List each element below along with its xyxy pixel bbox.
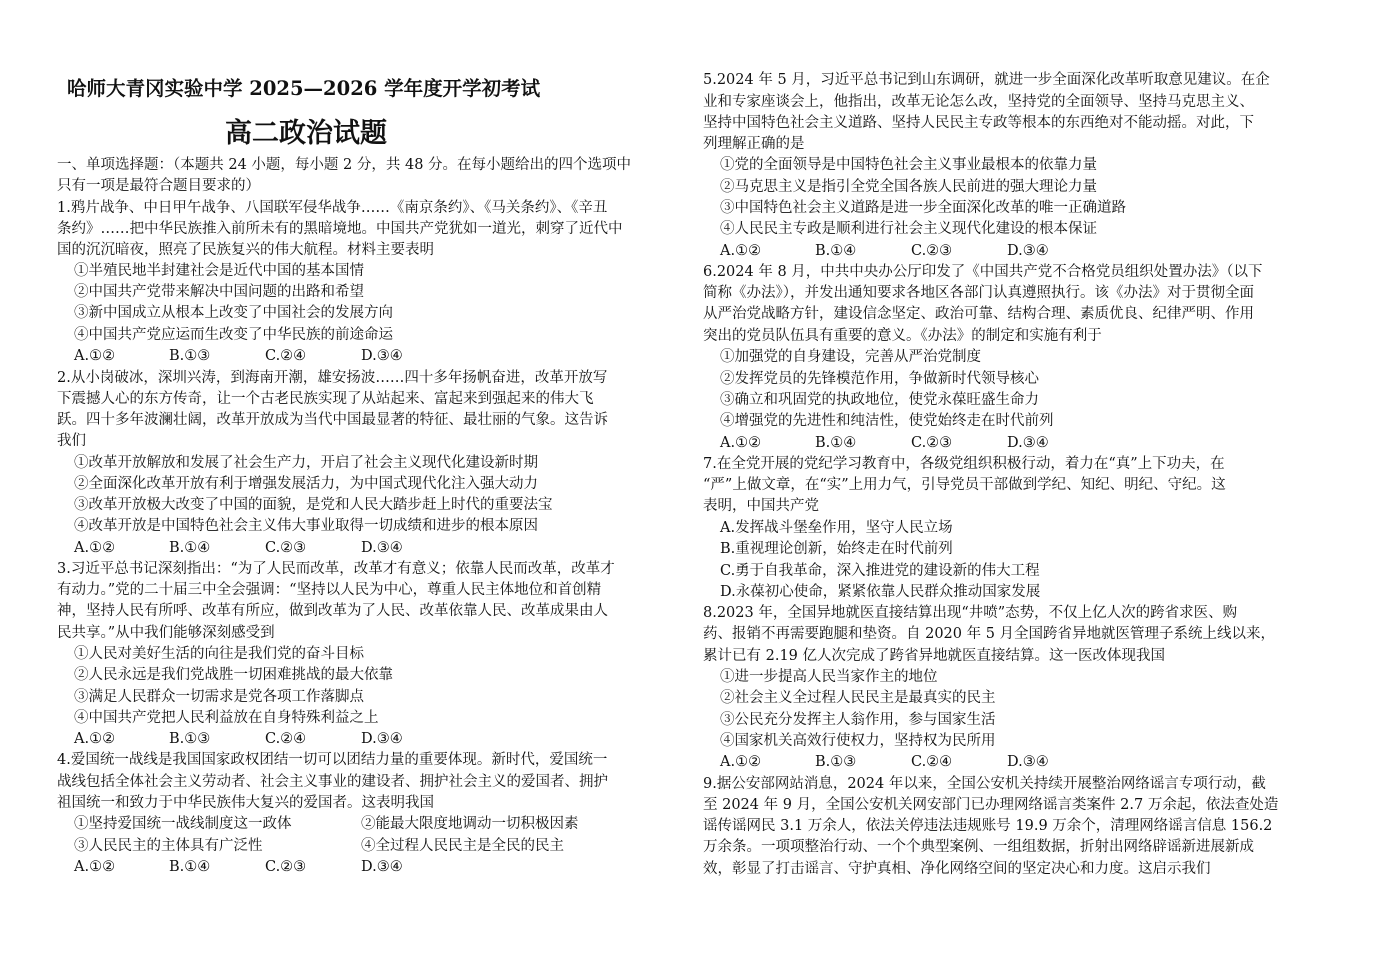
statement-3: ③人民民主的主体具有广泛性 [74,838,263,854]
statement-row [74,814,674,834]
answer-options [74,346,674,366]
question-stem-line: 坚持中国特色社会主义道路、坚持人民民主专政等根本的东西绝对不能动摇。对此，下 [703,115,1254,131]
question-stem-line: 民共享。”从中我们能够深刻感受到 [57,625,275,641]
question-stem-line: 国的沉沉暗夜，照亮了民族复兴的伟大航程。材料主要表明 [57,242,434,258]
question-stem-line: 跃。四十多年波澜壮阔，改革开放成为当代中国最显著的特征、最壮丽的气象。这告诉 [57,412,608,428]
question-stem-line: 业和专家座谈会上，他指出，改革无论怎么改，坚持党的全面领导、坚持马克思主义、 [703,94,1254,110]
option-a: A.发挥战斗堡垒作用，坚守人民立场 [720,520,953,536]
question-stem-line: 7.在全党开展的党纪学习教育中，各级党组织积极行动，着力在“真”上下功夫，在 [703,456,1225,472]
statement-2: ②中国共产党带来解决中国问题的出路和希望 [74,284,364,300]
statement-1: ①人民对美好生活的向往是我们党的奋斗目标 [74,646,364,662]
option-a: A.①② [74,731,116,747]
question-stem-line: 万余条。一项项整治行动、一个个典型案例、一组组数据，折射出网络辟谣新进展新成 [703,839,1254,855]
question-stem-line: 表明，中国共产党 [703,498,819,514]
option-b: B.重视理论创新，始终走在时代前列 [720,541,953,557]
exam-school-title: 哈师大青冈实验中学 2025—2026 学年度开学初考试 [67,77,541,100]
statement-4: ④中国共产党把人民利益放在自身特殊利益之上 [74,710,379,726]
statement-3: ③中国特色社会主义道路是进一步全面深化改革的唯一正确道路 [720,200,1126,216]
option-a: A.①② [720,754,762,770]
question-stem-line: “严”上做文章，在“实”上用力气，引导党员干部做到学纪、知纪、明纪、守纪。这 [703,477,1226,493]
statement-4: ④人民民主专政是顺利进行社会主义现代化建设的根本保证 [720,221,1097,237]
statement-3: ③新中国成立从根本上改变了中国社会的发展方向 [74,305,393,321]
option-d: D.③④ [361,859,403,875]
statement-1: ①进一步提高人民当家作主的地位 [720,669,938,685]
statement-4: ④改革开放是中国特色社会主义伟大事业取得一切成绩和进步的根本原因 [74,518,538,534]
option-d: D.③④ [361,731,403,747]
statement-3: ③公民充分发挥主人翁作用，参与国家生活 [720,712,996,728]
statement-3: ③满足人民群众一切需求是党各项工作落脚点 [74,689,364,705]
question-stem-line: 至 2024 年 9 月，全国公安机关网安部门已办理网络谣言类案件 2.7 万余起，依法查处造 [703,797,1279,813]
section-line: 一、单项选择题：（本题共 24 小题，每小题 2 分，共 48 分。在每小题给出的四个选项中 [57,157,632,173]
option-c: C.②③ [265,540,307,556]
question-stem-line: 神，坚持人民有所呼、改革有所应，做到改革为了人民、改革依靠人民、改革成果由人 [57,603,608,619]
question-stem-line: 6.2024 年 8 月，中共中央办公厅印发了《中国共产党不合格党员组织处置办法》（以下 [703,264,1263,280]
statement-2: ②能最大限度地调动一切积极因素 [361,816,579,832]
statement-4: ④全过程人民民主是全民的民主 [361,838,564,854]
option-a: A.①② [720,435,762,451]
option-a: A.①② [74,540,116,556]
option-d: D.③④ [1007,243,1049,259]
option-c: C.勇于自我革命，深入推进党的建设新的伟大工程 [720,563,1040,579]
question-stem-line: 战线包括全体社会主义劳动者、社会主义事业的建设者、拥护社会主义的爱国者、拥护 [57,774,608,790]
statement-4: ④增强党的先进性和纯洁性，使党始终走在时代前列 [720,413,1054,429]
option-b: B.①③ [815,754,857,770]
answer-options [74,538,674,558]
statement-row [74,836,674,856]
statement-1: ①加强党的自身建设，完善从严治党制度 [720,349,981,365]
option-b: B.①④ [815,435,857,451]
question-stem-line: 5.2024 年 5 月，习近平总书记到山东调研，就进一步全面深化改革听取意见建议。在企 [703,72,1270,88]
question-stem-line: 我们 [57,433,86,449]
statement-4: ④国家机关高效行使权力，坚持权为民所用 [720,733,996,749]
option-c: C.②④ [911,754,953,770]
option-b: B.①③ [169,731,211,747]
question-stem-line: 药、报销不再需要跑腿和垫资。自 2020 年 5 月全国跨省异地就医管理子系统上线以来， [703,626,1276,642]
answer-options [720,433,1320,453]
answer-options [74,729,674,749]
option-d: D.③④ [361,348,403,364]
option-c: C.②③ [911,435,953,451]
exam-subject-title: 高二政治试题 [225,118,387,149]
option-c: C.②④ [265,348,307,364]
question-stem-line: 累计已有 2.19 亿人次完成了跨省异地就医直接结算。这一医改体现我国 [703,648,1166,664]
question-stem-line: 3.习近平总书记深刻指出：“为了人民而改革，改革才有意义；依靠人民而改革，改革才 [57,561,615,577]
option-a: A.①② [74,348,116,364]
question-stem-line: 下震撼人心的东方传奇，让一个古老民族实现了从站起来、富起来到强起来的伟大飞 [57,391,594,407]
question-stem-line: 简称《办法》），并发出通知要求各地区各部门认真遵照执行。该《办法》对于贯彻全面 [703,285,1254,301]
option-b: B.①④ [169,859,211,875]
option-d: D.永葆初心使命，紧紧依靠人民群众推动国家发展 [720,584,1041,600]
question-stem-line: 1.鸦片战争、中日甲午战争、八国联军侵华战争……《南京条约》、《马关条约》、《辛丑 [57,200,608,216]
statement-1: ①坚持爱国统一战线制度这一政体 [74,816,292,832]
answer-options [74,857,674,877]
option-b: B.①④ [169,540,211,556]
statement-1: ①改革开放解放和发展了社会生产力，开启了社会主义现代化建设新时期 [74,455,538,471]
question-stem-line: 9.据公安部网站消息，2024 年以来，全国公安机关持续开展整治网络谣言专项行动，截 [703,776,1266,792]
statement-2: ②人民永远是我们党战胜一切困难挑战的最大依靠 [74,667,393,683]
option-d: D.③④ [1007,754,1049,770]
question-stem-line: 条约》……把中华民族推入前所未有的黑暗境地。中国共产党犹如一道光，刺穿了近代中 [57,221,623,237]
question-stem-line: 列理解正确的是 [703,136,805,152]
question-stem-line: 效，彰显了打击谣言、守护真相、净化网络空间的坚定决心和力度。这启示我们 [703,861,1211,877]
statement-2: ②马克思主义是指引全党全国各族人民前进的强大理论力量 [720,179,1097,195]
statement-2: ②发挥党员的先锋模范作用，争做新时代领导核心 [720,371,1039,387]
statement-1: ①党的全面领导是中国特色社会主义事业最根本的依靠力量 [720,157,1097,173]
option-b: B.①④ [815,243,857,259]
question-stem-line: 从严治党战略方针，建设信念坚定、政治可靠、结构合理、素质优良、纪律严明、作用 [703,306,1254,322]
option-c: C.②③ [911,243,953,259]
question-stem-line: 突出的党员队伍具有重要的意义。《办法》的制定和实施有利于 [703,328,1102,344]
question-stem-line: 有动力。”党的二十届三中全会强调：“坚持以人民为中心，尊重人民主体地位和首创精 [57,582,602,598]
statement-1: ①半殖民地半封建社会是近代中国的基本国情 [74,263,364,279]
option-d: D.③④ [361,540,403,556]
question-stem-line: 8.2023 年，全国异地就医直接结算出现“井喷”态势，不仅上亿人次的跨省求医、购 [703,605,1238,621]
statement-3: ③确立和巩固党的执政地位，使党永葆旺盛生命力 [720,392,1039,408]
question-stem-line: 谣传谣网民 3.1 万余人，依法关停违法违规账号 19.9 万余个，清理网络谣言信息 156.2 [703,818,1273,834]
section-line: 只有一项是最符合题目要求的） [57,178,260,194]
option-c: C.②③ [265,859,307,875]
statement-2: ②全面深化改革开放有利于增强发展活力，为中国式现代化注入强大动力 [74,476,538,492]
option-a: A.①② [720,243,762,259]
statement-4: ④中国共产党应运而生改变了中华民族的前途命运 [74,327,393,343]
question-stem-line: 祖国统一和致力于中华民族伟大复兴的爱国者。这表明我国 [57,795,434,811]
option-a: A.①② [74,859,116,875]
question-stem-line: 2.从小岗破冰，深圳兴涛，到海南开潮，雄安扬波……四十多年扬帆奋进，改革开放写 [57,370,608,386]
option-c: C.②④ [265,731,307,747]
question-stem-line: 4.爱国统一战线是我国国家政权团结一切可以团结力量的重要体现。新时代，爱国统一 [57,752,608,768]
statement-3: ③改革开放极大改变了中国的面貌，是党和人民大踏步赶上时代的重要法宝 [74,497,553,513]
statement-2: ②社会主义全过程人民民主是最真实的民主 [720,690,996,706]
answer-options [720,241,1320,261]
answer-options [720,752,1320,772]
option-b: B.①③ [169,348,211,364]
option-d: D.③④ [1007,435,1049,451]
